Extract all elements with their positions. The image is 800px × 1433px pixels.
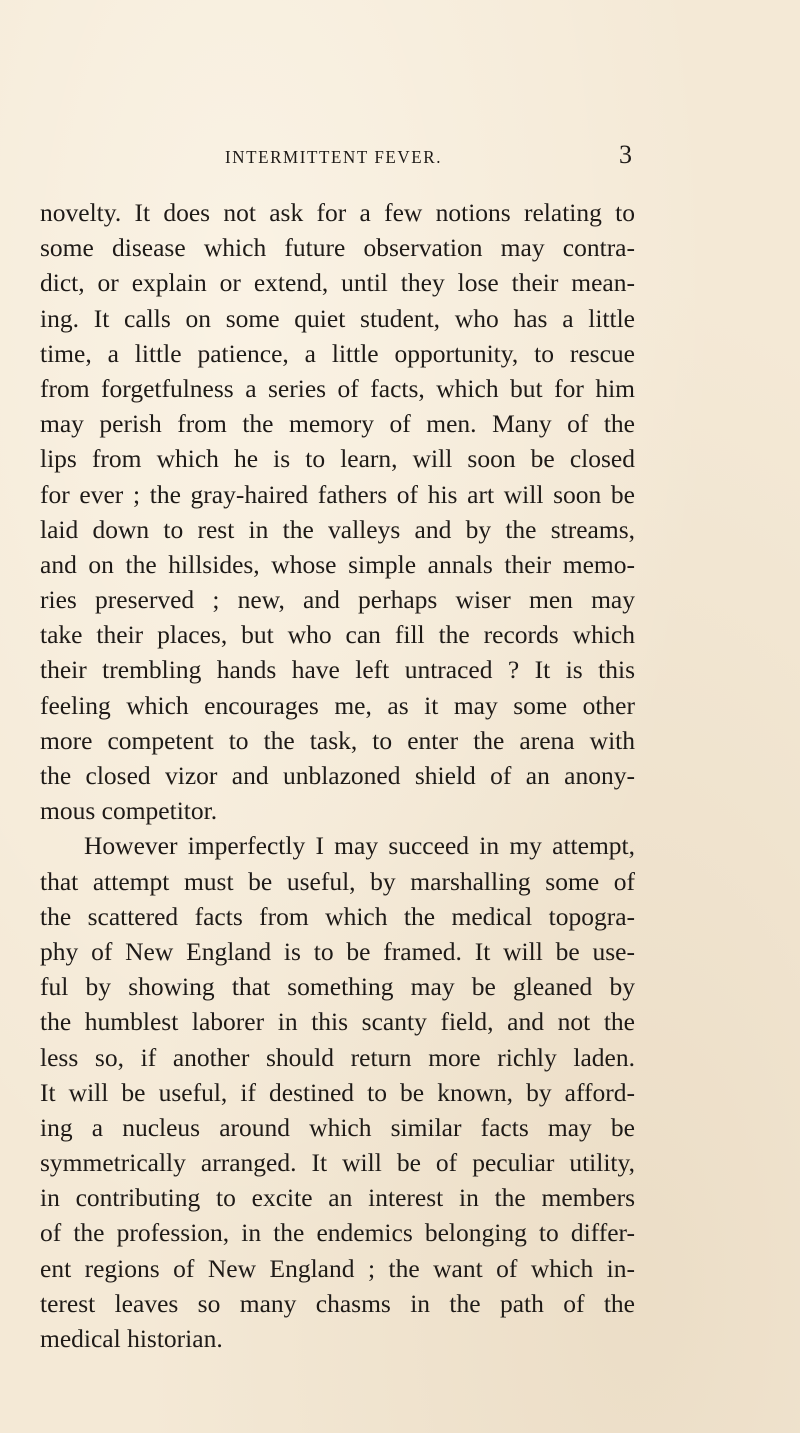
text-line: laid down to rest in the valleys and by the streams, [40,514,635,544]
text-line: in contributing to excite an interest in the members [40,1183,635,1213]
text-line: take their places, but who can fill the records which [40,620,635,650]
text-line: lips from which he is to learn, will soon be closed [40,444,635,474]
text-line: that attempt must be useful, by marshalling some of [40,866,635,896]
text-line: the humblest laborer in this scanty field, and not the [40,1007,635,1037]
paragraph-end-line: mous competitor. [40,796,218,826]
text-line: symmetrically arranged. It will be of peculiar utility, [40,1148,635,1178]
text-line: feeling which encourages me, as it may some other [40,690,635,720]
text-line: ful by showing that something may be gleaned by [40,972,635,1002]
text-line: It will be useful, if destined to be known, by afford- [40,1077,635,1107]
text-line: dict, or explain or extend, until they lose their mean- [40,268,635,298]
text-line: ries preserved ; new, and perhaps wiser men may [40,585,635,615]
text-line: from forgetfulness a series of facts, which but for him [40,373,635,403]
paragraph-start-line: However imperfectly I may succeed in my attempt, [84,831,635,861]
text-line: novelty. It does not ask for a few notions relating to [40,198,635,227]
text-line: of the profession, in the endemics belonging to differ- [40,1218,635,1248]
text-line: and on the hillsides, whose simple annals their memo- [40,549,635,579]
text-line: more competent to the task, to enter the arena with [40,725,635,755]
text-line: their trembling hands have left untraced ? It is this [40,655,635,685]
body-text [40,195,635,1356]
text-line: ing. It calls on some quiet student, who has a little [40,303,635,333]
text-line: for ever ; the gray-haired fathers of his art will soon be [40,479,635,509]
text-line: ent regions of New England ; the want of which in- [40,1253,635,1283]
text-line: ing a nucleus around which similar facts may be [40,1112,635,1142]
text-line: the scattered facts from which the medical topogra- [40,901,635,931]
page-number: 3 [619,140,632,169]
text-line: time, a little patience, a little opportunity, to rescue [40,338,635,368]
text-line: terest leaves so many chasms in the path of the [40,1288,635,1318]
text-line: less so, if another should return more richly laden. [40,1042,635,1072]
running-head [225,140,630,170]
paragraph-end-line: medical historian. [40,1324,223,1353]
text-line: some disease which future observation may contra- [40,233,635,263]
text-line: may perish from the memory of men. Many of the [40,409,635,439]
running-title: INTERMITTENT FEVER. [225,147,443,168]
text-line: the closed vizor and unblazoned shield of an anony- [40,761,635,790]
text-line: phy of New England is to be framed. It will be use- [40,936,635,966]
